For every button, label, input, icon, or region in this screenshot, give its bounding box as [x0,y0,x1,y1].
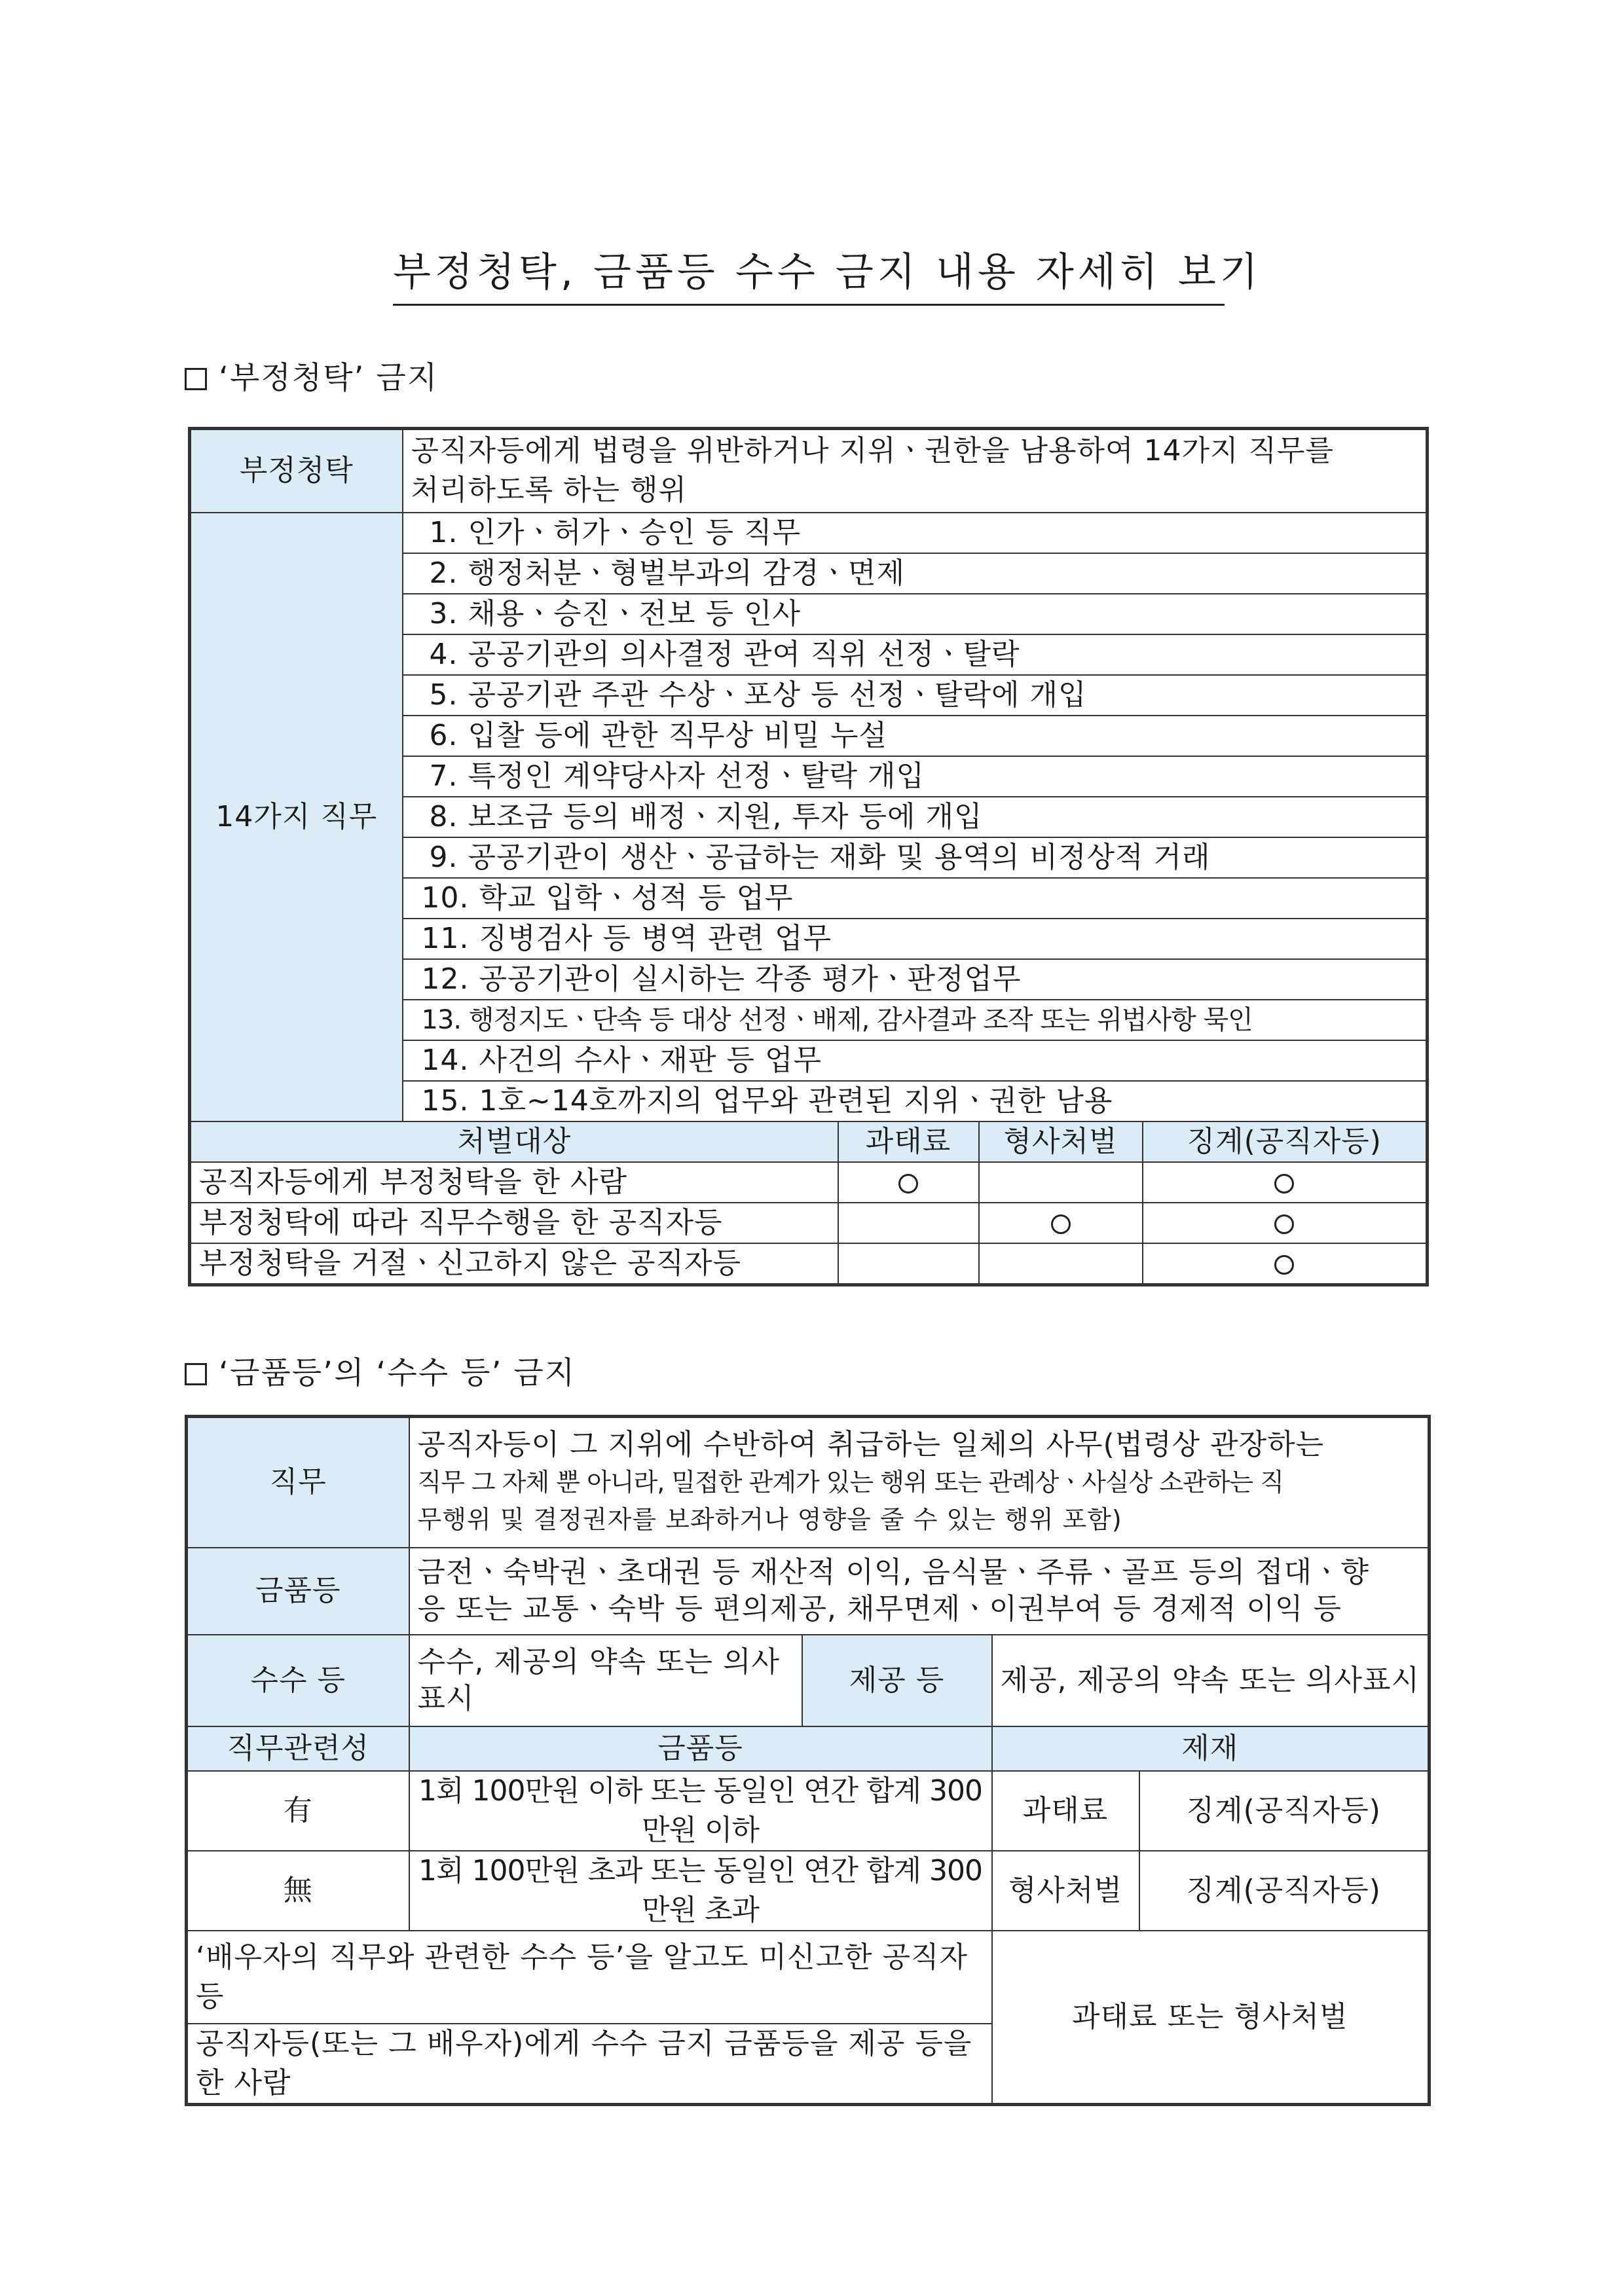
duty-item: 13. 행정지도ㆍ단속 등 대상 선정ㆍ배제, 감사결과 조작 또는 위법사항 묵인 [403,1000,1428,1040]
penalty-header-target: 처벌대상 [190,1121,838,1162]
sanction-row [187,1851,1430,1931]
penalty-row [190,1243,1428,1285]
section-heading-solicitation [185,354,438,397]
sanction-discipline: 징계(공직자등) [1139,1851,1430,1931]
spouse-row [187,1931,1430,2024]
receive-label: 수수 등 [187,1635,409,1726]
penalty-fine-cell [838,1162,979,1203]
checkbox-icon [185,1363,207,1385]
duty-label: 직무 [187,1417,409,1548]
duty-item: 6. 입찰 등에 관한 직무상 비밀 누설 [403,716,1428,756]
circle-mark-icon [1274,1174,1294,1194]
penalty-target: 공직자등에게 부정청탁을 한 사람 [190,1162,838,1203]
circle-mark-icon [1051,1214,1071,1234]
goods-label: 금품등 [187,1548,409,1635]
definition-text [403,429,1428,513]
gifts-table [185,1415,1431,2106]
duty-item: 5. 공공기관 주관 수상ㆍ포상 등 선정ㆍ탈락에 개입 [403,675,1428,716]
definition-line: 공직자등에게 법령을 위반하거나 지위ㆍ권한을 남용하여 14가지 직무를 [411,434,1335,468]
duty-item: 14. 사건의 수사ㆍ재판 등 업무 [403,1040,1428,1081]
circle-mark-icon [898,1174,918,1194]
duty-item: 8. 보조금 등의 배정ㆍ지원, 투자 등에 개입 [403,797,1428,837]
duties-label: 14가지 직무 [190,513,403,1121]
sanction-relation: 無 [187,1851,409,1931]
duty-item: 9. 공공기관이 생산ㆍ공급하는 재화 및 용역의 비정상적 거래 [403,837,1428,878]
sanction-header-penalty: 제재 [992,1726,1430,1771]
section-heading-text: ‘부정청탁’ 금지 [219,360,439,396]
checkbox-icon [185,368,207,390]
circle-mark-icon [1274,1255,1294,1275]
section-heading-gifts [185,1349,576,1393]
duty-definition-line: 무행위 및 결정권자를 보좌하거나 영향을 줄 수 있는 행위 포함) [417,1505,1122,1535]
sanction-amount: 1회 100만원 초과 또는 동일인 연간 합계 300만원 초과 [409,1851,992,1931]
duty-item: 2. 행정처분ㆍ형벌부과의 감경ㆍ면제 [403,553,1428,594]
duty-item: 10. 학교 입학ㆍ성적 등 업무 [403,878,1428,919]
duty-definition-row [187,1417,1430,1548]
duty-item: 12. 공공기관이 실시하는 각종 평가ㆍ판정업무 [403,959,1428,1000]
penalty-target: 부정청탁에 따라 직무수행을 한 공직자등 [190,1203,838,1243]
penalty-row [190,1203,1428,1243]
penalty-header-row [190,1121,1428,1162]
penalty-fine-cell [838,1243,979,1285]
section-heading-text: ‘금품등’의 ‘수수 등’ 금지 [219,1355,576,1391]
other-penalty: 과태료 또는 형사처벌 [992,1931,1430,2105]
duty-item: 15. 1호~14호까지의 업무와 관련된 지위ㆍ권한 남용 [403,1081,1428,1121]
penalty-header-discipline: 징계(공직자등) [1143,1121,1428,1162]
duty-item: 1. 인가ㆍ허가ㆍ승인 등 직무 [403,513,1428,553]
sanction-relation: 有 [187,1771,409,1851]
penalty-criminal-cell [979,1203,1143,1243]
solicitation-table [188,427,1429,1286]
definition-label: 부정청탁 [190,429,403,513]
penalty-fine-cell [838,1203,979,1243]
sanction-penalty: 형사처벌 [992,1851,1139,1931]
page-title: 부정청탁, 금품등 수수 금지 내용 자세히 보기 [393,241,1225,306]
sanction-penalty: 과태료 [992,1771,1139,1851]
duty-item: 3. 채용ㆍ승진ㆍ전보 등 인사 [403,594,1428,634]
duty-item: 7. 특정인 계약당사자 선정ㆍ탈락 개입 [403,756,1428,797]
goods-definition-row [187,1548,1430,1635]
definition-row [190,429,1428,513]
penalty-discipline-cell [1143,1203,1428,1243]
circle-mark-icon [1274,1214,1294,1234]
provider-text: 공직자등(또는 그 배우자)에게 수수 금지 금품등을 제공 등을 한 사람 [187,2024,992,2105]
goods-definition-line: 금전ㆍ숙박권ㆍ초대권 등 재산적 이익, 음식물ㆍ주류ㆍ골프 등의 접대ㆍ향 [417,1556,1370,1589]
definition-line: 처리하도록 하는 행위 [411,473,688,507]
provide-label: 제공 등 [802,1635,992,1726]
penalty-header-fine: 과태료 [838,1121,979,1162]
penalty-target: 부정청탁을 거절ㆍ신고하지 않은 공직자등 [190,1243,838,1285]
penalty-criminal-cell [979,1162,1143,1203]
sanction-amount: 1회 100만원 이하 또는 동일인 연간 합계 300만원 이하 [409,1771,992,1851]
sanction-discipline: 징계(공직자등) [1139,1771,1430,1851]
receive-text: 수수, 제공의 약속 또는 의사표시 [409,1635,802,1726]
sanction-header-relation: 직무관련성 [187,1726,409,1771]
duty-definition-line: 공직자등이 그 지위에 수반하여 취급하는 일체의 사무(법령상 관장하는 [417,1428,1325,1462]
duty-item: 4. 공공기관의 의사결정 관여 직위 선정ㆍ탈락 [403,634,1428,675]
goods-definition-line: 응 또는 교통ㆍ숙박 등 편의제공, 채무면제ㆍ이권부여 등 경제적 이익 등 [417,1592,1342,1626]
receive-provide-row [187,1635,1430,1726]
spouse-text: ‘배우자의 직무와 관련한 수수 등’을 알고도 미신고한 공직자등 [187,1931,992,2024]
goods-definition-text [409,1548,1430,1635]
provide-text: 제공, 제공의 약속 또는 의사표시 [992,1635,1430,1726]
penalty-criminal-cell [979,1243,1143,1285]
duty-item: 11. 징병검사 등 병역 관련 업무 [403,919,1428,959]
sanction-row [187,1771,1430,1851]
penalty-discipline-cell [1143,1162,1428,1203]
duty-row [190,513,1428,553]
penalty-header-criminal: 형사처벌 [979,1121,1143,1162]
duty-definition-line: 직무 그 자체 뿐 아니라, 밀접한 관계가 있는 행위 또는 관례상ㆍ사실상 소관하는 직 [417,1468,1283,1497]
penalty-row [190,1162,1428,1203]
duty-definition-text [409,1417,1430,1548]
sanction-header-amount: 금품등 [409,1726,992,1771]
penalty-discipline-cell [1143,1243,1428,1285]
sanction-header-row [187,1726,1430,1771]
